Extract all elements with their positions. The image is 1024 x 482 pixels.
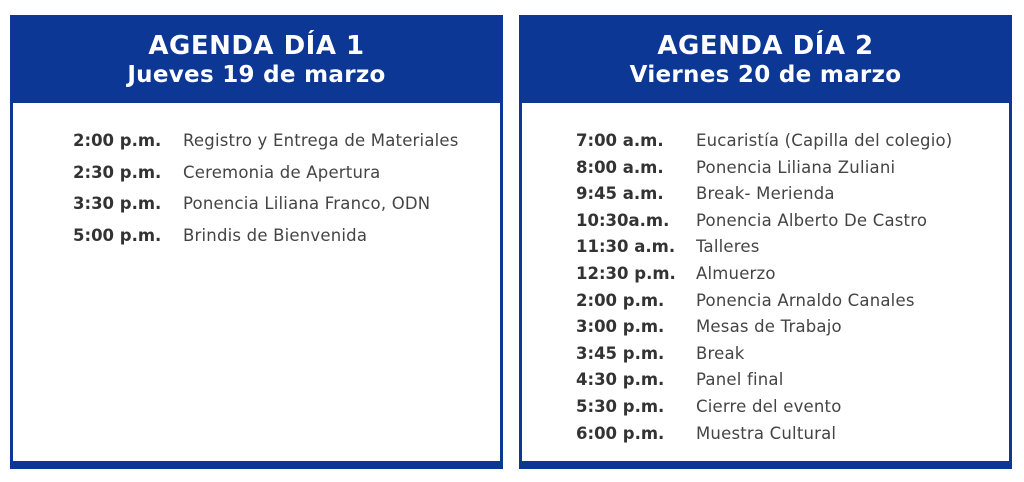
agenda-time: 3:45 p.m.: [576, 343, 665, 363]
agenda-row: [522, 344, 1009, 371]
agenda-activity: Cierre del evento: [696, 396, 842, 416]
agenda-activity: Break: [696, 343, 745, 363]
agenda-row: [522, 158, 1009, 185]
agenda-activity: Panel final: [696, 370, 784, 390]
agenda-time: 5:00 p.m.: [73, 225, 162, 245]
agenda-activity: Ponencia Alberto De Castro: [696, 210, 928, 230]
agenda-activity: Ponencia Liliana Franco, ODN: [183, 194, 431, 213]
agenda-activity: Eucaristía (Capilla del colegio): [696, 131, 953, 150]
agenda-activity: Ponencia Arnaldo Canales: [696, 290, 915, 310]
agenda-row: [13, 131, 500, 163]
agenda-row: [522, 397, 1009, 424]
agenda-time: 4:30 p.m.: [576, 370, 665, 390]
agenda-row: [522, 291, 1009, 318]
agenda-time: 12:30 p.m.: [576, 263, 676, 283]
agenda-activity: Ceremonia de Apertura: [183, 162, 381, 182]
agenda-row: [522, 370, 1009, 397]
agenda-time: 2:00 p.m.: [73, 131, 162, 150]
agenda-activity: Break- Merienda: [696, 184, 835, 204]
agenda-row: [522, 131, 1009, 158]
agenda-day1-list: [13, 131, 500, 257]
agenda-row: [522, 237, 1009, 264]
agenda-activity: Almuerzo: [696, 263, 776, 283]
agenda-row: [13, 226, 500, 258]
agenda-day1-header: [12, 17, 501, 103]
agenda-day1-date: Jueves 19 de marzo: [127, 62, 386, 88]
agenda-time: 11:30 a.m.: [576, 237, 676, 257]
agenda-activity: Brindis de Bienvenida: [183, 225, 368, 245]
agenda-activity: Registro y Entrega de Materiales: [183, 131, 459, 150]
agenda-activity: Ponencia Liliana Zuliani: [696, 157, 896, 177]
agenda-day2-header: [521, 17, 1010, 103]
agenda-time: 10:30a.m.: [576, 210, 670, 230]
agenda-time: 9:45 a.m.: [576, 184, 664, 204]
agenda-time: 3:30 p.m.: [73, 194, 162, 213]
agenda-activity: Talleres: [696, 237, 760, 257]
agenda-row: [522, 424, 1009, 451]
agenda-time: 3:00 p.m.: [576, 317, 665, 337]
agenda-time: 5:30 p.m.: [576, 396, 665, 416]
agenda-time: 6:00 p.m.: [576, 423, 665, 443]
agenda-activity: Muestra Cultural: [696, 423, 837, 443]
agenda-row: [522, 264, 1009, 291]
agenda-day1-card: [10, 15, 503, 469]
agenda-time: 7:00 a.m.: [576, 131, 664, 150]
agenda-activity: Mesas de Trabajo: [696, 317, 842, 337]
agenda-day2-title: AGENDA DÍA 2: [657, 31, 874, 61]
agenda-day2-date: Viernes 20 de marzo: [629, 62, 902, 88]
agenda-time: 2:00 p.m.: [576, 290, 665, 310]
agenda-row: [13, 163, 500, 195]
agenda-time: 8:00 a.m.: [576, 157, 664, 177]
agenda-row: [522, 211, 1009, 238]
agenda-day2-list: [522, 131, 1009, 450]
agenda-row: [13, 194, 500, 226]
agenda-day1-title: AGENDA DÍA 1: [148, 31, 365, 61]
agenda-row: [522, 184, 1009, 211]
agenda-row: [522, 317, 1009, 344]
agenda-day2-card: [519, 15, 1012, 469]
agenda-time: 2:30 p.m.: [73, 162, 162, 182]
